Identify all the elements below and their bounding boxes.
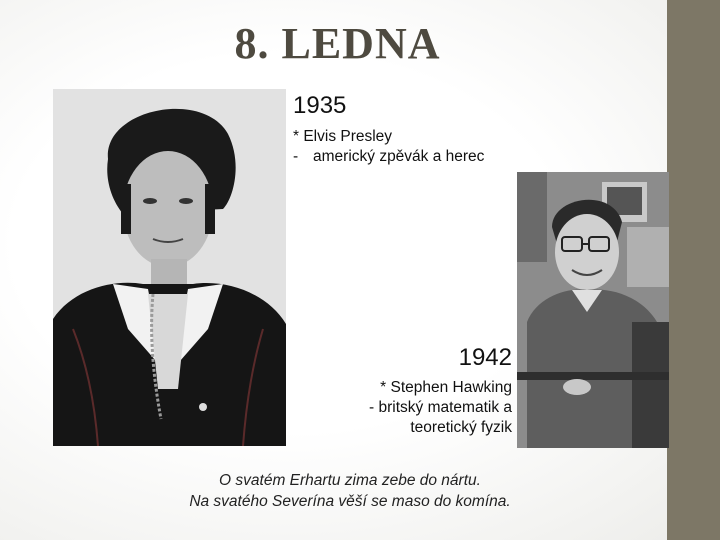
year-1942: 1942: [458, 344, 512, 371]
year-1935: 1935: [293, 92, 347, 119]
elvis-presley-name: * Elvis Presley: [293, 128, 393, 145]
proverb-line-2: Na svatého Severína věší se maso do komína.: [189, 493, 511, 510]
stephen-hawking-name: * Stephen Hawking: [380, 379, 512, 396]
elvis-presley-description-line: [293, 147, 523, 167]
elvis-presley-entry: [293, 127, 523, 167]
list-dash: -: [293, 148, 299, 165]
slide-title: 8. LEDNA: [234, 19, 441, 68]
decorative-side-band: [667, 0, 720, 540]
stephen-hawking-photo: [517, 172, 669, 448]
elvis-presley-description: americký zpěvák a herec: [313, 148, 485, 165]
stephen-hawking-description-line2: teoretický fyzik: [410, 419, 512, 436]
stephen-hawking-entry: [330, 378, 512, 438]
weather-proverb: [150, 470, 550, 512]
stephen-hawking-description-line1: - britský matematik a: [369, 399, 512, 416]
proverb-line-1: O svatém Erhartu zima zebe do nártu.: [219, 472, 481, 489]
elvis-presley-photo: [53, 89, 286, 446]
